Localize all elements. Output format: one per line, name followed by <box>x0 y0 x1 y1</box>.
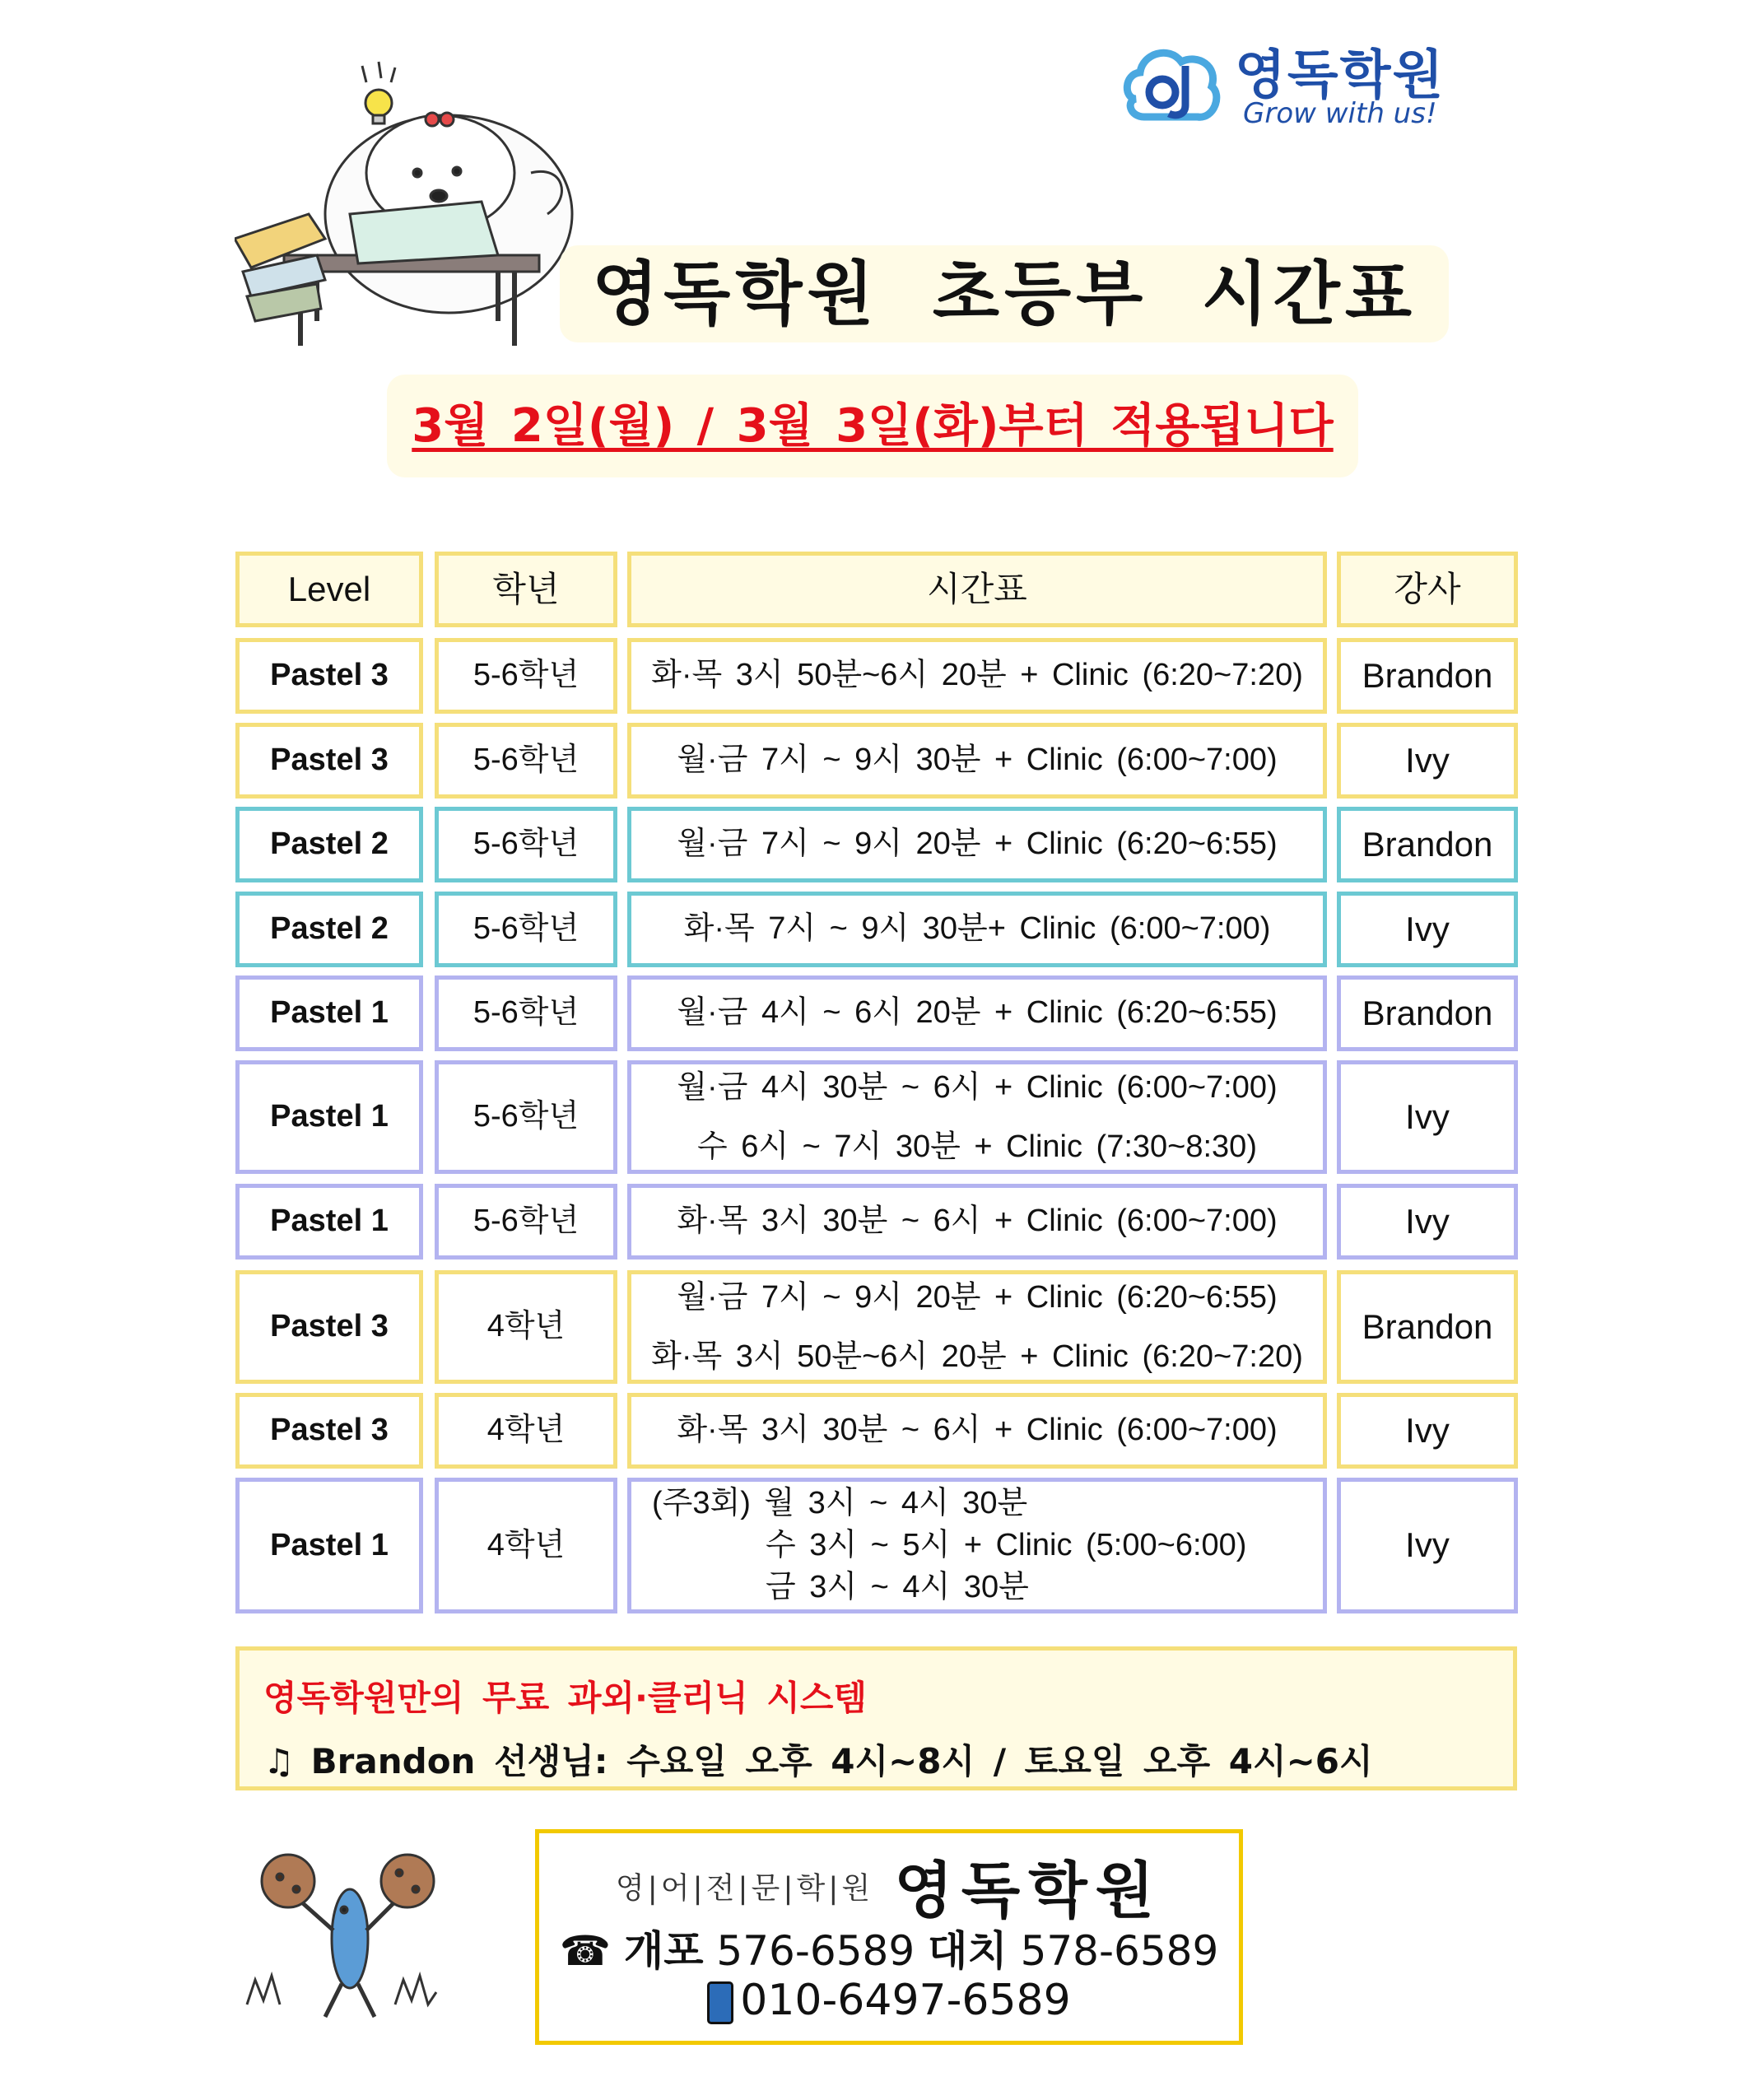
logo-slogan: Grow with us! <box>1243 97 1437 130</box>
clinic-hours-text: Brandon 선생님: 수요일 오후 4시~8시 / 토요일 오후 4시~6시 <box>310 1741 1373 1781</box>
music-note-icon: ♫ <box>263 1741 295 1781</box>
table-row-2-level: Pastel 3 <box>235 723 423 799</box>
table-row-6-grade: 5-6학년 <box>435 1060 617 1174</box>
contact-academy-name <box>535 1842 1243 1930</box>
table-row-5-grade: 5-6학년 <box>435 975 617 1051</box>
table-row-9-grade: 4학년 <box>435 1393 617 1469</box>
clinic-hours <box>263 1734 1373 1784</box>
table-row-4-grade: 5-6학년 <box>435 892 617 967</box>
header-level: Level <box>235 552 423 627</box>
academy-logo <box>1120 33 1465 140</box>
telephone-icon: ☎ <box>559 1927 611 1975</box>
table-row-10-schedule <box>627 1478 1327 1613</box>
table-row-7-schedule <box>627 1184 1327 1260</box>
fish-cookies-illustration <box>239 1840 469 2029</box>
schedule-line: 수 6시 ~ 7시 30분 + Clinic (7:30~8:30) <box>697 1129 1257 1164</box>
schedule-line: 화·목 3시 30분 ~ 6시 + Clinic (6:00~7:00) <box>677 1204 1278 1239</box>
header-schedule: 시간표 <box>627 552 1327 627</box>
table-row-2-teacher: Ivy <box>1337 723 1518 799</box>
table-row-1-schedule <box>627 638 1327 714</box>
schedule-line: 금 3시 ~ 4시 30분 <box>766 1570 1029 1605</box>
table-row-7-level: Pastel 1 <box>235 1184 423 1260</box>
header-grade: 학년 <box>435 552 617 627</box>
page-title: 영독학원 초등부 시간표 <box>592 254 1417 334</box>
table-row-10-level: Pastel 1 <box>235 1478 423 1613</box>
table-row-3-grade: 5-6학년 <box>435 807 617 882</box>
branch-label-daechi: 대치 <box>928 1927 1008 1975</box>
table-row-9-schedule <box>627 1393 1327 1469</box>
table-row-1-grade: 5-6학년 <box>435 638 617 714</box>
table-row-2-schedule <box>627 723 1327 799</box>
table-row-6-schedule <box>627 1060 1327 1174</box>
schedule-line: 화·목 7시 ~ 9시 30분+ Clinic (6:00~7:00) <box>683 911 1271 947</box>
table-row-2-grade: 5-6학년 <box>435 723 617 799</box>
branch-label-gaepo: 개포 <box>623 1927 704 1975</box>
table-row-3-teacher: Brandon <box>1337 807 1518 882</box>
table-row-7-teacher: Ivy <box>1337 1184 1518 1260</box>
table-row-4-teacher: Ivy <box>1337 892 1518 967</box>
schedule-line: 월·금 7시 ~ 9시 20분 + Clinic (6:20~6:55) <box>677 1279 1278 1315</box>
schedule-line: 화·목 3시 30분 ~ 6시 + Clinic (6:00~7:00) <box>677 1413 1278 1448</box>
phone-gaepo[interactable]: 576-6589 <box>716 1927 915 1975</box>
schedule-line: 화·목 3시 50분~6시 20분 + Clinic (6:20~7:20) <box>651 1339 1303 1374</box>
phone-daechi[interactable]: 578-6589 <box>1020 1927 1219 1975</box>
schedule-line: 수 3시 ~ 5시 + Clinic (5:00~6:00) <box>766 1527 1247 1562</box>
table-row-6-level: Pastel 1 <box>235 1060 423 1174</box>
table-row-4-level: Pastel 2 <box>235 892 423 967</box>
academy-type-label: 영|어|전|문|학|원 <box>615 1871 874 1906</box>
table-row-8-level: Pastel 3 <box>235 1270 423 1384</box>
table-row-5-schedule <box>627 975 1327 1051</box>
schedule-line: (주3회) 월 3시 ~ 4시 30분 <box>652 1485 1028 1520</box>
schedule-line: 월·금 7시 ~ 9시 30분 + Clinic (6:00~7:00) <box>677 743 1278 778</box>
table-row-3-schedule <box>627 807 1327 882</box>
clinic-title: 영독학원만의 무료 과외·클리닉 시스템 <box>263 1678 867 1718</box>
schedule-line: 월·금 7시 ~ 9시 20분 + Clinic (6:20~6:55) <box>677 826 1278 862</box>
contact-phones <box>535 1918 1243 1977</box>
table-row-8-schedule <box>627 1270 1327 1384</box>
header-teacher: 강사 <box>1337 552 1518 627</box>
table-row-7-grade: 5-6학년 <box>435 1184 617 1260</box>
table-row-3-level: Pastel 2 <box>235 807 423 882</box>
schedule-line: 화·목 3시 50분~6시 20분 + Clinic (6:20~7:20) <box>651 658 1303 693</box>
dog-studying-illustration <box>235 49 597 362</box>
table-row-9-level: Pastel 3 <box>235 1393 423 1469</box>
schedule-line: 월·금 4시 ~ 6시 20분 + Clinic (6:20~6:55) <box>677 995 1278 1031</box>
mobile-phone-icon <box>707 1981 733 2024</box>
table-row-5-level: Pastel 1 <box>235 975 423 1051</box>
table-row-4-schedule <box>627 892 1327 967</box>
table-row-6-teacher: Ivy <box>1337 1060 1518 1174</box>
table-row-8-teacher: Brandon <box>1337 1270 1518 1384</box>
table-row-1-level: Pastel 3 <box>235 638 423 714</box>
table-row-5-teacher: Brandon <box>1337 975 1518 1051</box>
table-row-10-grade: 4학년 <box>435 1478 617 1613</box>
contact-mobile <box>535 1976 1243 2025</box>
table-row-9-teacher: Ivy <box>1337 1393 1518 1469</box>
mobile-number[interactable]: 010-6497-6589 <box>740 1976 1071 2025</box>
effective-date-notice: 3월 2일(월) / 3월 3일(화)부터 적용됩니다 <box>412 399 1334 453</box>
table-row-1-teacher: Brandon <box>1337 638 1518 714</box>
logo-name: 영독학원 <box>1235 45 1445 106</box>
academy-name: 영독학원 <box>894 1856 1163 1926</box>
logo-mark-icon <box>1120 41 1227 132</box>
table-row-10-teacher: Ivy <box>1337 1478 1518 1613</box>
table-row-8-grade: 4학년 <box>435 1270 617 1384</box>
schedule-line: 월·금 4시 30분 ~ 6시 + Clinic (6:00~7:00) <box>677 1069 1278 1105</box>
